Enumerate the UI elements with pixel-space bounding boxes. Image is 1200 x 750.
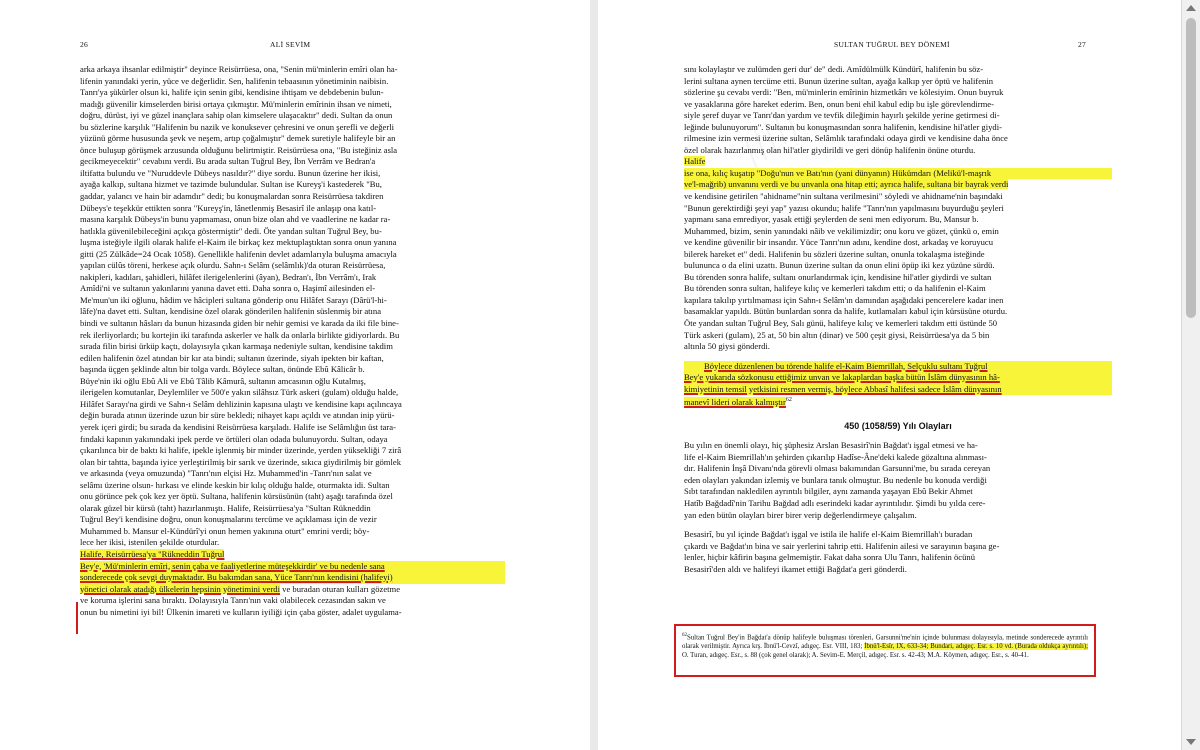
right-highlight-line: ise ona, kılıç kuşatıp "Doğu'nun ve Batı'nın (yani dünyanın) Hükümdarı (Melikü'l-maşrık — [684, 168, 1112, 180]
text-line: ve kendisine getirilen "ahidname"nin sultana verilmesini" söyledi ve ahidname'nin başındaki — [684, 191, 1003, 202]
text-line: yapılan cülûs töreni, herkese açık olurdu. Sahn-ı Selâm (selâmlık)'da oturan Reisürrüesa, — [80, 260, 386, 271]
right-highlight-mid: unvanını verdi ve bu unvanla ona hitap etti; — [726, 179, 881, 190]
text-line: siyle şeref duyar ve Tanrı'dan yardım ve tevfik dileğimin hayırlı şekilde yerine getirmesi di- — [684, 110, 1000, 121]
left-highlight-last: yönetici olarak atadığı ülkelerin hepsinin yönetimini verdi — [80, 583, 280, 594]
left-annotated-line — [80, 549, 505, 561]
text-line: gaddar, yalancı ve hain bir adamdır" dedi; bu konuşmalardan sonra Reisürrüesa takdiren — [80, 191, 384, 202]
right-highlight-para-line: Bey'e yukarıda sözkonusu ettiğimiz unvan ve lakaplardan başka bütün İslâm dünyasının hâ- — [684, 372, 1112, 384]
right-lines-c — [684, 440, 1112, 521]
text-line: lâfe)'na davet etti. Sultan, kendisine özel olarak gönderilen halifenin süslenmiş bir atına — [80, 306, 382, 317]
text-line: hatlıkla güvenilebileceğini açıkça göstermiştir" dedi. Öte yandan sultan Tuğrul Bey, bu- — [80, 225, 382, 236]
left-highlight-line: Bey'e, 'Mü'minlerin emîri, senin çaba ve faaliyetlerine müteşekkirdir' ve bu nedenle sana — [80, 561, 505, 573]
text-line: fındaki kapının yakınındaki ipek perde ve örtüleri olan odada bulunuyordu. Sultan, odaya — [80, 433, 388, 444]
right-lines-d — [684, 529, 1112, 575]
text-line: edilen halifenin özel atından bir kır ata bindi; sultanın üzerinde, siyah ipekten bir kaftan, — [80, 352, 384, 363]
right-highlight-start: Halife — [684, 156, 706, 167]
text-line: masına karşılık Dübeys'in bunu yapmaması, onun bize olan ahd ve vaadlerine ne kadar ra- — [80, 214, 391, 225]
text-line: rek ilerliyorlardı; bu kortejin iki tarafında askerler ve halk da onlarla birlikte gidiyorlardı. Bu — [80, 329, 400, 340]
text-line: Tanrı'ya şükürler olsun ki, halife için senin gibi, kendisine ihtişam ve debdebenin bulun- — [80, 87, 384, 98]
right-lines-b — [684, 191, 1112, 353]
section-heading: 450 (1058/59) Yılı Olayları — [844, 420, 952, 431]
right-highlight-para-line: kimiyetinin temsil yetkisini resmen vermiş, böylece Abbasî halifesi sadece İslâm dünyasının — [684, 384, 1112, 396]
text-line: kapılara takılıp yırtılmaması için Sahn-ı Selâm'ın damından aşağıdaki pencerelere kadar inen — [684, 294, 1004, 305]
left-page-number: 26 — [80, 40, 89, 49]
scrollbar-thumb[interactable] — [1186, 18, 1196, 318]
left-highlight-line: sonderecede çok sevgi duymaktadır. Bu bakımdan sana, Yüce Tanrı'nın kendisini (halifeyi) — [80, 572, 505, 584]
footnote-text-a: Sultan Tuğrul Bey'in Bağdat'a dönüp halifeyle buluşması törenleri, Garsunni'me'nin içinde bulunması dolayısıyla, metinde sonderecede ayrıntılı olarak verilmiştir. Ayrıca krş. İbnü'l-Cevzî, adıgeç. Esr. VIII, 183; — [682, 634, 1088, 651]
text-line: Bu yılın en önemli olayı, hiç şüphesiz Arslan Besasirî'nin Bağdat'ı işgal etmesi ve ha- — [684, 440, 978, 451]
text-line: Besasirî'den aldı ve halifeyi ikamet ettiği Bağdat'a geri gönderdi. — [684, 563, 907, 574]
left-highlight-lead: Halife, Reisürrüesa'ya "Rükneddin Tuğrul — [80, 548, 225, 559]
right-page-number: 27 — [1078, 40, 1087, 49]
text-line: Amîdi'ni ve sultanın yakınlarını yanına davet etti. Daha sonra o, Haşimî ailesinden el- — [80, 283, 376, 294]
text-line: ve yasaklarına göre hareket ederim. Ben, onun beni ehil kabul edip bu işle görevlendirme- — [684, 98, 994, 109]
footnote-box — [674, 624, 1096, 677]
text-line: Bu törenden sonra halife, sultanı onurlandırmak için, kendisine hil'atler giydirdi ve sultan — [684, 271, 992, 282]
text-line: değin burada atının üzerinde uzun bir süre bekledi; nihayet kapı açıldı ve atından inip yürü- — [80, 410, 395, 421]
text-line: "Bunun gerektirdiği şeyi yap" yazısı okundu; halife "Tanrı'nın yapılmasını buyurduğu şeyleri — [684, 202, 1004, 213]
text-line: ayağa kalkıp, sultana hizmet ve tazimde bulundular. Sultan ise Kureyş'i kastederek "Bu, — [80, 179, 382, 190]
text-line: Muhammed b. Mansur el-Kündürî'yi onun hemen yakınına oturt" emrini verdi; böy- — [80, 525, 370, 536]
text-line: yapmanı sana emrediyor, yasak ettiği şeylerden de seni men ediyorum. Bu, Mansur b. — [684, 214, 979, 225]
right-highlight-para-line: Böylece düzenlenen bu törende halife el-Kaim Biemrillah, Selçuklu sultanı Tuğrul — [684, 361, 1112, 373]
text-line: bu sözlerine karşılık "Halifenin bu nazik ve konuksever çehresini ve onun şerefli ve değerli — [80, 121, 394, 132]
footnote-text-b: O. Turan, adıgeç. Esr., s. 88 (çok genel olarak); A. Sevim-E. Merçil, adıgeç. Esr. s. 42-43; M.A. Köymen, adıgeç. Esr., s. 40-41. — [682, 652, 1029, 660]
text-line: Me'mun'un iki oğlunu, hâdim ve hâcipleri sultana gönderip onu Hilâfet Sarayı (Dârü'l-hi- — [80, 294, 387, 305]
text-line: Büye'nin iki oğlu Ebû Ali ve Ebû Tâlib Kâmurâ, sultanın amcasının oğlu Kutalmış, — [80, 375, 366, 386]
right-lines-a — [684, 64, 1112, 156]
text-line: basamaklar yapıldı. Bütün bunlardan sonra da halife, kutlamaları kabul için kürsüsüne oturdu. — [684, 306, 1008, 317]
text-line: gitti (25 Zülkâde=24 Ocak 1058). Genellikle halifenin devlet adamlarıyla buluşma amacıyla — [80, 248, 397, 259]
text-line: rilmesine izin vermesi üzerine sultan, Selâmlık tarafındaki odaya girdi ve kendisine daha önce — [684, 133, 1008, 144]
text-line: Muhammed, bizim, senin yanındaki nâib ve vekilimizdir; onu koru ve gözet, çünkü o, emin — [684, 225, 999, 236]
text-line: arka arkaya ihsanlar edilmiştir" deyince Reisürrüesa, ona, "Senin mü'minlerin emîri olan ha- — [80, 64, 398, 74]
text-line: Bu törenden sonra sultan, halifeye kılıç ve kemerleri takdım etti; o da halifenin el-Kaim — [684, 283, 986, 294]
text-line: lece her ikisi, istenilen şekilde oturdular. — [80, 537, 220, 548]
left-running-head: ALİ SEVİM — [270, 40, 311, 49]
text-line: Sıbt tarafından nakledilen ayrıntılı bilgiler, aynı zamanda yaşayan Ebû Bekir Ahmet — [684, 486, 973, 497]
text-line: olarak güzel bir kürsü (taht) hazırlanmıştı. Halife, Reisürrüesa'ya "Sultan Rükneddin — [80, 502, 371, 513]
right-page-body — [684, 64, 1112, 575]
text-line: ve kendine güvenilir bir insandır. Yüce Tanrı'nın adını, kendine dost, arkadaş ve koruyucu — [684, 237, 994, 248]
text-line: Hatîb Bağdadî'nin Tarihu Bağdad adlı eserindeki kadar ayrıntılıdır. Şimdi bu yılda cere- — [684, 498, 986, 508]
left-lines — [80, 64, 505, 549]
right-annotated-line — [684, 156, 1112, 168]
text-line: bilerek hareket et" dedi. Halifenin bu sözleri üzerine sultan, onunla tokalaşma isteğinde — [684, 248, 985, 259]
text-line: altınla 50 giysi gönderdi. — [684, 341, 770, 352]
text-line: eden olayları yakından izlemiş ve bunlara tanık olmuştur. Bu nedenle bu konuda verdiği — [684, 474, 987, 485]
text-line: yüzünü görme hususunda şevk ve neşem, artıp çoğalmıştır" demek suretiyle halifeyle bir an — [80, 133, 396, 144]
text-line: ilerigelen komutanlar, Deylemliler ve 500'e yakın silâhsız Türk askeri (gulam) olduğu halde, — [80, 387, 399, 398]
text-line: çıkarılınca bir de baktı ki halife, ipekle işlenmiş bir minder üzerinde, yerden yüksekliği 7 zirâ — [80, 445, 402, 456]
left-tail-line: ve koruma işlerini sana bıraktı. Dolayısıyla Tanrı'nın vaki olabilecek cezasından sakın ve — [80, 595, 386, 606]
text-line: sözlerine şu cevabı verdi: "Ben, mü'minlerin emîrinin hizmetkârı ve kölesiyim. Onun buyruk — [684, 87, 1004, 98]
footnote-highlight: İbnü'l-Esîr, IX, 633-34; Bundari, adıgeç. Esr. s. 10 vd. (Burada oldukça ayrıntılı); — [864, 643, 1088, 651]
right-highlight-line — [684, 179, 1112, 191]
text-line: bindi ve sultanın hâsları da bunun hizasında giden bir nehir gemisi ve karada da iki file bine- — [80, 318, 399, 329]
text-line: sını kolaylaştır ve zulümden geri dur' de" dedi. Amîdülmülk Kündürî, halifenin bu söz- — [684, 64, 984, 74]
left-highlight-final-line — [80, 584, 505, 596]
right-running-head: SULTAN TUĞRUL BEY DÖNEMİ — [834, 40, 950, 49]
text-line: lerini sultana aynen tercüme etti. Bunun üzerine sultan, ayağa kalkıp yer öptü ve halifenin — [684, 75, 994, 86]
left-page-body — [80, 64, 505, 618]
right-highlight-last: manevî lideri olarak kalmıştır — [684, 397, 786, 408]
text-line: bulununca o da elini uzattı. Bunun üzerine sultan da onun elini öpüp iki kez yüzüne sürdü. — [684, 260, 995, 271]
footnote-ref[interactable]: 62 — [785, 397, 792, 404]
text-line: doğru, dürüst, iyi ve güzel inançlara sahip olan kimselere ulaşacaktır" dedi. Sultan da onun — [80, 110, 393, 121]
text-line: özel olarak hazırlanmış olan hil'atler giydirildi ve geri dönüp halifenin önüne oturdu. — [684, 144, 976, 155]
text-line: Türk askeri (gulam), 25 at, 50 bin altın (dinar) ve 500 çeşit giysi, Reisürrüesa'ya da 5 bin — [684, 329, 990, 340]
text-line: lifenin yanındaki yerin, yüce ve değerlidir. Sen, halifenin tebaasının yönetiminin naibisin. — [80, 75, 389, 86]
text-line: yan eden bütün olayları birer birer verip değerlendirmeye çalışalım. — [684, 509, 917, 520]
text-line: gecikmeyecektir" cevabını verdi. Bu arada sultan Tuğrul Bey, İbn Verrâm ve Bedran'a — [80, 156, 376, 167]
text-line: olan bir tahtta, başında iyice yerleştirilmiş bir sarık ve üzerinde, sıkıca giydirilmiş bir gömlek — [80, 456, 401, 467]
text-line: leğinde bulunuyorum". Sultanın bu konuşmasından sonra halifenin, kendisine hil'atler giydi- — [684, 121, 1002, 132]
right-highlight-tail: ayrıca halife, sultana bir bayrak verdi — [880, 179, 1009, 190]
text-line: Hilâfet Sarayı'na girdi ve Sahn-ı Selâm dehlizinin kapısına ulaştı ve kendisine kapı açılıncaya — [80, 398, 402, 409]
text-line: lenler, hiçbir kâfirin başına gelmemiştir. Fakat daha sonra Ulu Tanrı, halifenin öcünü — [684, 552, 975, 563]
text-line: Dübeys'e teşekkür ettikten sonra "Kureyş'in, lânetlenmiş Besasirî ile anlaşıp ona katıl- — [80, 202, 377, 213]
text-line: Besasirî, bu yıl içinde Bağdat'ı işgal ve istila ile halife el-Kaim Biemrillah'ı buradan — [684, 529, 973, 540]
text-line: sırada filin birisi ürküp kaçtı, dolayısıyla çıkan karmaşa nedeniyle sultan, kendisine takdim — [80, 341, 393, 352]
left-tail-line: onun bu nimetini iyi bil! Ülkenin imareti ve kulların iyiliği için çaba göster, adalet uygulama- — [80, 606, 402, 617]
text-line: Öte yandan sultan Tuğrul Bey, Salı günü, halifeye kılıç ve kemerleri takdım etti üstünde 50 — [684, 318, 998, 329]
text-line: madığı güvenilir kimselerden birisi ortaya çıkmıştır. Mü'minlerin emîrinin ihsan ve nimeti, — [80, 98, 392, 109]
text-line: selâmı üzerine olsun- hırkası ve elinde keskin bir kılıç olduğu halde, oturmakta idi. Sultan — [80, 479, 390, 490]
text-line: ve arkasında (veya omuzunda) "Tanrı'nın elçisi Hz. Muhammed'in -Tanrı'nın salat ve — [80, 468, 372, 479]
footnote-number: 62 — [682, 633, 687, 638]
vertical-scrollbar[interactable] — [1181, 0, 1200, 750]
annotation-bracket — [76, 602, 78, 634]
text-line: luşma isteğiyle ilgili olarak halife el-Kaim ile birkaç kez mektuplaştıktan sonra onun yanına — [80, 237, 397, 248]
text-line: life el-Kaim Biemrillah'ın şehirden çıkarılıp Hadîse-Âne'deki kalede gözaltına alınması- — [684, 451, 987, 462]
right-highlight-para-end — [684, 395, 1112, 408]
scroll-down-arrow-icon[interactable] — [1186, 739, 1196, 745]
right-highlight-italic: ve'l-mağrib) — [684, 179, 727, 190]
text-line: dır. Halifenin İnşâ Divanı'nda görevli olması bakımından Garsunni'me, bu sırada cereyan — [684, 463, 991, 474]
text-line: iltifatta bulundu ve "Nuruddevle Dübeys nasıldır?" diye sordu. Bunun üzerine her ikisi, — [80, 167, 381, 178]
scroll-up-arrow-icon[interactable] — [1186, 5, 1196, 11]
text-line: çıkardı ve Bağdat'ın bina ve sair yerlerini tahrip etti. Halifenin ailesi ve sarayının başına ge- — [684, 540, 1000, 551]
text-line: yerek içeri girdi; bu sırada da kendisini Reisürrüesa karşıladı. Halife ise Selâmlığın üst tara- — [80, 421, 396, 432]
left-after-highlight: ve buradan oturan kulları gözetme — [280, 583, 401, 594]
text-line: önce buluşup görüşmek arzusunda olduğunu belirtmiştir. Reisürrüesa ona, "Bu isteğiniz asla — [80, 144, 398, 155]
text-line: onu görünce pek çok kez yer öptü. Sultana, halifenin kürsüsünün (taht) aşağı tarafında özel — [80, 491, 393, 502]
text-line: Tuğrul Bey'i kendisine doğru, onun konuşmalarını tercüme ve açıklaması için de vezir — [80, 514, 377, 525]
text-line: başında üçgen şeklinde altın bir tolga vardı. Böylece sultan, önünde Ebû Kâlicâr b. — [80, 364, 365, 375]
text-line: nakipleri, kadıları, şahidleri, hilâfet ilerigelenlerini (âyan), Bedran'ı, İbn Verrâm'ı, Irak — [80, 271, 377, 282]
